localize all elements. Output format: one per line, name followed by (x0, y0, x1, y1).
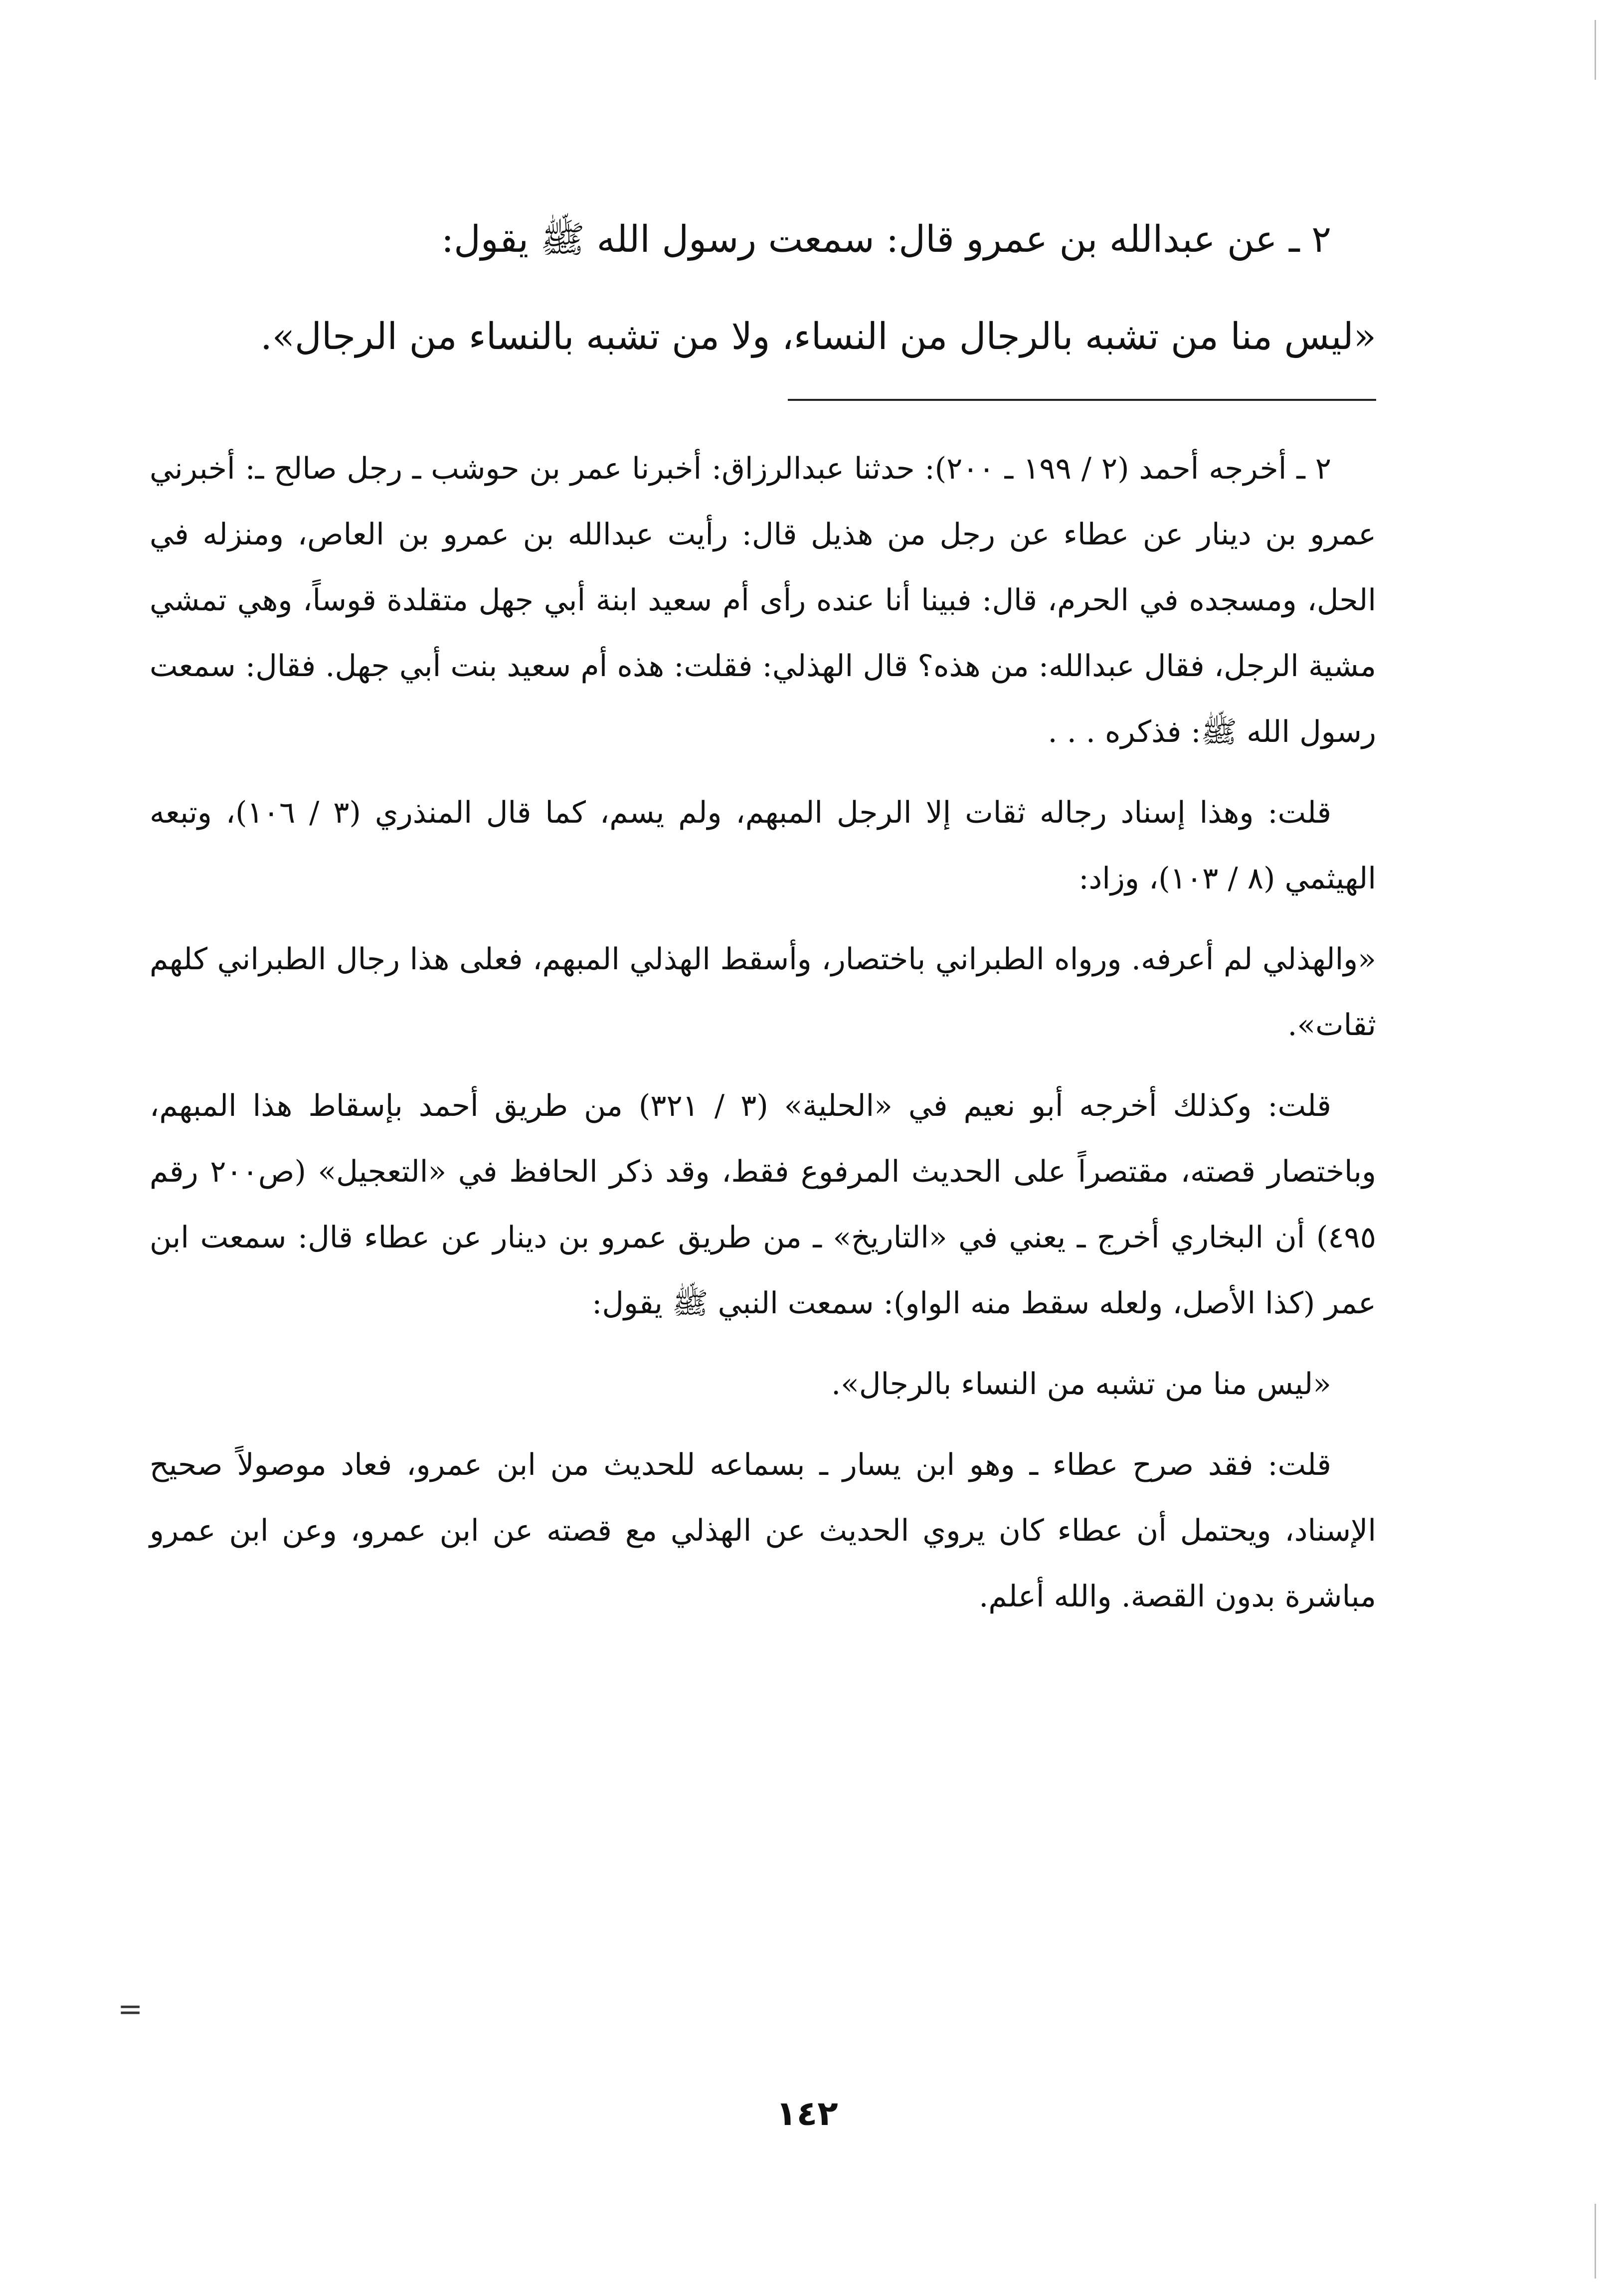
page-content (150, 209, 1376, 1644)
footnote-quote-haythami: «والهذلي لم أعرفه. ورواه الطبراني باختصار، وأسقط الهذلي المبهم، فعلى هذا رجال الطبراني كلهم ثقات». (150, 942, 1376, 1043)
margin-continuation-mark: = (118, 1992, 143, 2027)
footnote-comment-1: قلت: وهذا إسناد رجاله ثقات إلا الرجل المبهم، ولم يسم، كما قال المنذري (٣ / ١٠٦)، وتبعه الهيثمي (٨ / ١٠٣)، وزاد: (150, 795, 1376, 896)
footnote-conclusion: قلت: فقد صرح عطاء ـ وهو ابن يسار ـ بسماعه للحديث من ابن عمرو، فعاد موصولاً صحيح الإسناد، ويحتمل أن عطاء كان يروي الحديث عن الهذلي مع قصته عن ابن عمرو، وعن ابن عمرو مباشرة بدون القصة. والله أعلم. (150, 1447, 1376, 1614)
scan-edge-mark (1595, 20, 1596, 80)
footnote-quote-bukhari: «ليس منا من تشبه من النساء بالرجال». (831, 1367, 1331, 1402)
page-number: ١٤٢ (776, 2094, 838, 2133)
hadith-heading: ٢ ـ عن عبدالله بن عمرو قال: سمعت رسول الله ﷺ يقول: (441, 218, 1331, 261)
footnote-takhrij: ٢ ـ أخرجه أحمد (٢ / ١٩٩ ـ ٢٠٠): حدثنا عبدالرزاق: أخبرنا عمر بن حوشب ـ رجل صالح ـ: أخبرني عمرو بن دينار عن عطاء عن رجل من هذيل قال: رأيت عبدالله بن عمرو بن العاص، ومنزله في الحل، ومسجده في الحرم، قال: فبينا أنا عنده رأى أم سعيد ابنة أبي جهل متقلدة قوساً، وهي تمشي مشية الرجل، فقال عبدالله: من هذه؟ قال الهذلي: فقلت: هذه أم سعيد بنت أبي جهل. فقال: سمعت رسول الله ﷺ: فذكره . . . (150, 451, 1376, 749)
footnote-separator (788, 399, 1376, 401)
scan-edge-mark (1595, 2204, 1596, 2279)
hadith-text: «ليس منا من تشبه بالرجال من النساء، ولا من تشبه بالنساء من الرجال». (260, 315, 1376, 358)
footnote-comment-2: قلت: وكذلك أخرجه أبو نعيم في «الحلية» (٣ / ٣٢١) من طريق أحمد بإسقاط هذا المبهم، وباختصار قصته، مقتصراً على الحديث المرفوع فقط، وقد ذكر الحافظ في «التعجيل» (ص٢٠٠ رقم ٤٩٥) أن البخاري أخرج ـ يعني في «التاريخ» ـ من طريق عمرو بن دينار عن عطاء قال: سمعت ابن عمر (كذا الأصل، ولعله سقط منه الواو): سمعت النبي ﷺ يقول: (150, 1088, 1376, 1321)
